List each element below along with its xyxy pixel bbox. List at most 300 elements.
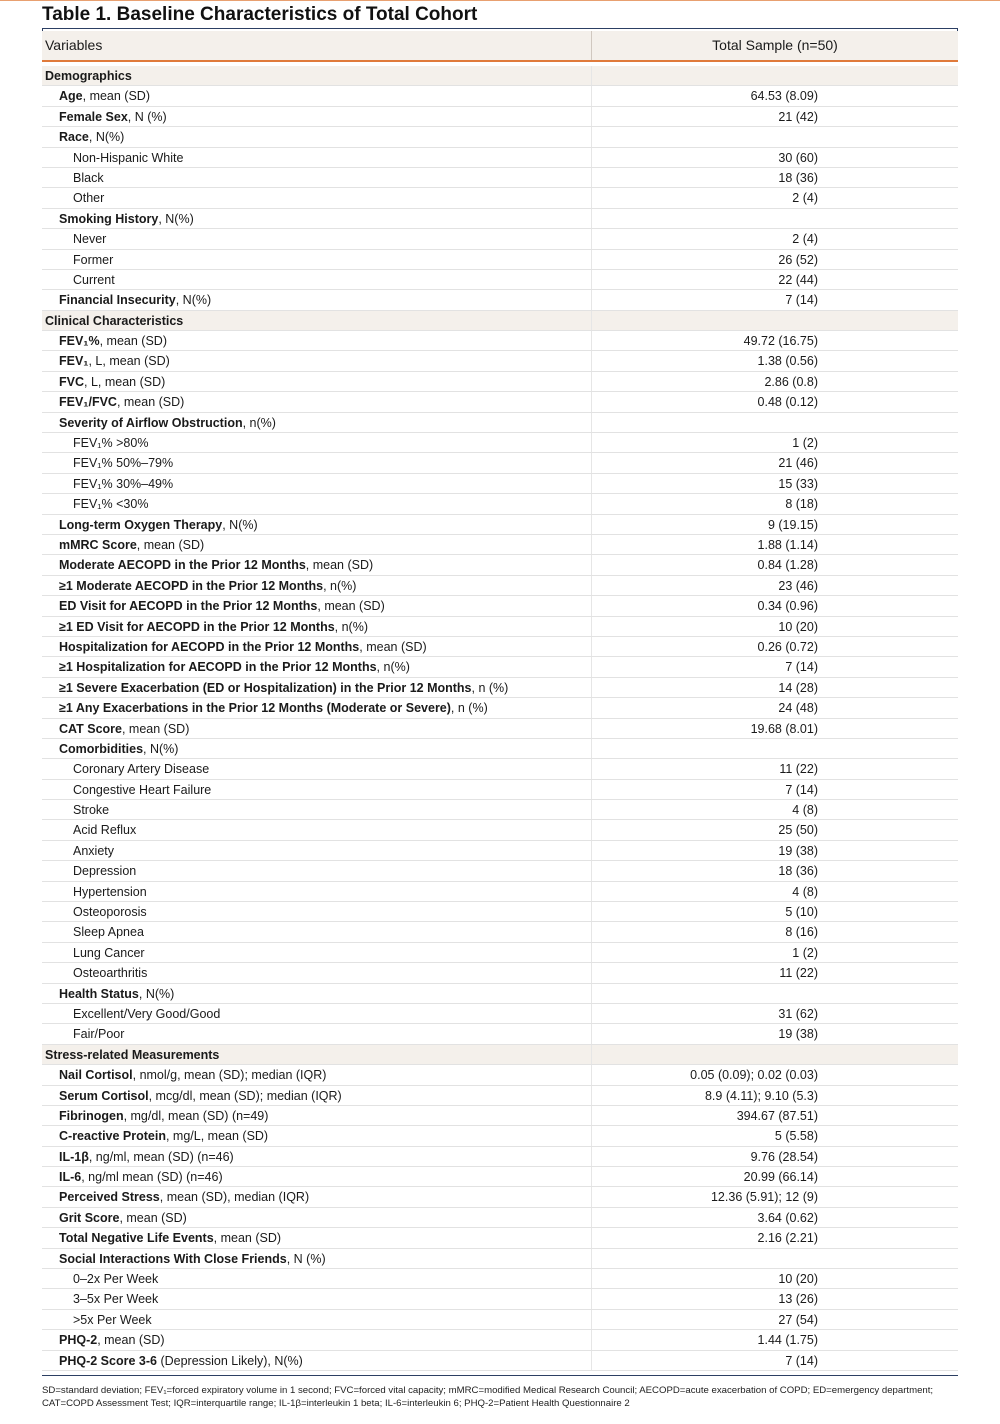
- table-row: [42, 657, 958, 677]
- row-value: 18 (36): [778, 864, 818, 879]
- row-value: 15 (33): [778, 476, 818, 491]
- row-label-bold: ≥1 Hospitalization for AECOPD in the Prior 12 Months: [59, 660, 377, 675]
- table-row: [42, 1004, 958, 1024]
- row-label: [73, 946, 145, 960]
- row-value: 24 (48): [778, 701, 818, 716]
- column-divider: [591, 209, 592, 228]
- table-row: [42, 759, 958, 779]
- row-value: 5 (10): [785, 905, 818, 920]
- row-label: [73, 273, 115, 287]
- column-divider: [591, 1228, 592, 1247]
- row-value: 394.67 (87.51): [736, 1108, 818, 1123]
- row-label-unit: , N(%): [222, 517, 258, 532]
- row-label: [59, 1354, 303, 1368]
- row-label: [59, 579, 356, 593]
- bottom-rule: [42, 1375, 958, 1376]
- row-value: 2 (4): [792, 232, 818, 247]
- row-label-unit: , ng/ml mean (SD) (n=46): [81, 1170, 223, 1185]
- table-row: [42, 576, 958, 596]
- row-value: 22 (44): [778, 272, 818, 287]
- table-row: [42, 861, 958, 881]
- row-label-unit: Hypertension: [73, 884, 147, 899]
- column-divider: [591, 311, 592, 330]
- row-label-unit: , mean (SD): [97, 1333, 165, 1348]
- row-value: 2.86 (0.8): [764, 374, 818, 389]
- row-label-unit: , L, mean (SD): [88, 354, 170, 369]
- column-divider: [591, 902, 592, 921]
- row-value: 7 (14): [785, 782, 818, 797]
- column-divider: [591, 984, 592, 1003]
- row-value: 4 (8): [792, 884, 818, 899]
- row-value: 64.53 (8.09): [750, 89, 818, 104]
- row-value: 8 (18): [785, 497, 818, 512]
- table-row: [42, 1126, 958, 1146]
- row-label-bold: Hospitalization for AECOPD in the Prior 12 Months: [59, 639, 360, 654]
- row-value: 9 (19.15): [767, 517, 818, 532]
- row-label-unit: Former: [73, 252, 114, 267]
- row-label: [59, 538, 204, 552]
- row-label-unit: , N(%): [158, 211, 194, 226]
- column-divider: [591, 1126, 592, 1145]
- row-label-unit: Sleep Apnea: [73, 925, 144, 940]
- column-divider: [591, 1147, 592, 1166]
- column-divider: [591, 168, 592, 187]
- table-row: [42, 86, 958, 106]
- row-label: [73, 844, 114, 858]
- row-label: [73, 823, 136, 837]
- row-label-bold: Smoking History: [59, 211, 159, 226]
- table-row: [42, 1106, 958, 1126]
- row-value: 21 (46): [778, 456, 818, 471]
- row-value: 0.26 (0.72): [757, 639, 818, 654]
- row-value: 4 (8): [792, 803, 818, 818]
- column-divider: [591, 1310, 592, 1329]
- row-value: 11 (22): [779, 762, 818, 777]
- row-label-bold: CAT Score: [59, 721, 122, 736]
- table-row: [42, 1310, 958, 1330]
- section-row: [42, 1045, 958, 1065]
- row-label-unit: Osteoarthritis: [73, 966, 148, 981]
- row-label: [73, 864, 136, 878]
- row-label: [59, 558, 373, 572]
- table-row: [42, 535, 958, 555]
- table-row: [42, 780, 958, 800]
- row-label: [59, 1068, 326, 1082]
- row-label: [59, 1252, 326, 1266]
- row-value: 9.76 (28.54): [750, 1149, 818, 1164]
- row-label-unit: >5x Per Week: [73, 1312, 152, 1327]
- row-label-bold: PHQ-2: [59, 1333, 98, 1348]
- row-label-bold: Age: [59, 89, 83, 104]
- column-divider: [591, 392, 592, 411]
- row-label-unit: FEV₁% 30%–49%: [73, 476, 174, 491]
- column-divider: [591, 1167, 592, 1186]
- row-label-bold: mMRC Score: [59, 537, 137, 552]
- row-label: [73, 966, 147, 980]
- row-label-bold: Health Status: [59, 986, 139, 1001]
- column-divider: [591, 1187, 592, 1206]
- row-label-bold: Moderate AECOPD in the Prior 12 Months: [59, 558, 306, 573]
- row-label-bold: Clinical Characteristics: [45, 313, 184, 328]
- column-divider: [591, 229, 592, 248]
- row-label-bold: Social Interactions With Close Friends: [59, 1251, 287, 1266]
- row-label-bold: Race: [59, 130, 89, 145]
- table-row: [42, 494, 958, 514]
- row-label: [45, 314, 183, 328]
- row-label: [59, 130, 124, 144]
- row-label-bold: Demographics: [45, 69, 132, 83]
- column-divider: [591, 1289, 592, 1308]
- table-row: [42, 698, 958, 718]
- table-row: [42, 841, 958, 861]
- row-label-unit: , mean (SD): [121, 721, 190, 736]
- column-divider: [591, 535, 592, 554]
- table-row: [42, 515, 958, 535]
- row-label-unit: , mean (SD), median (IQR): [159, 1190, 310, 1205]
- column-divider: [591, 1004, 592, 1023]
- table-row: [42, 229, 958, 249]
- row-label-bold: Perceived Stress: [59, 1190, 160, 1205]
- column-divider: [591, 861, 592, 880]
- table-row: [42, 351, 958, 371]
- column-divider: [591, 759, 592, 778]
- table-row: [42, 1167, 958, 1187]
- row-value: 0.84 (1.28): [757, 558, 818, 573]
- row-label: [59, 987, 174, 1001]
- row-label: [59, 681, 508, 695]
- row-label: [59, 293, 211, 307]
- row-label: [73, 803, 109, 817]
- row-value: 19 (38): [778, 1027, 818, 1042]
- column-divider: [591, 820, 592, 839]
- table-row: [42, 270, 958, 290]
- table-row: [42, 637, 958, 657]
- row-label-bold: IL-1β: [59, 1149, 89, 1164]
- row-label-unit: , mean (SD): [359, 639, 427, 654]
- table-row: [42, 148, 958, 168]
- row-label-bold: Stress-related Measurements: [45, 1047, 220, 1062]
- row-value: 18 (36): [778, 170, 818, 185]
- column-divider: [591, 698, 592, 717]
- row-label-bold: Nail Cortisol: [59, 1068, 133, 1083]
- table-row: [42, 739, 958, 759]
- row-label-unit: , mean (SD): [116, 395, 185, 410]
- row-label: [59, 354, 170, 368]
- row-label-bold: C-reactive Protein: [59, 1129, 166, 1144]
- row-value: 5 (5.58): [774, 1129, 818, 1144]
- row-label-unit: Non-Hispanic White: [73, 150, 184, 165]
- row-label-unit: Black: [73, 170, 104, 185]
- table-row: [42, 1289, 958, 1309]
- table-row: [42, 1351, 958, 1371]
- row-value: 3.64 (0.62): [757, 1210, 818, 1225]
- column-divider: [591, 86, 592, 105]
- column-divider: [591, 882, 592, 901]
- row-value: 8.9 (4.11); 9.10 (5.3): [704, 1088, 818, 1103]
- row-label-unit: Lung Cancer: [73, 945, 145, 960]
- row-label-unit: , mean (SD): [305, 558, 374, 573]
- table-row: [42, 1249, 958, 1269]
- row-label: [73, 762, 209, 776]
- row-label-bold: ≥1 Moderate AECOPD in the Prior 12 Months: [59, 578, 324, 593]
- table-row: [42, 1269, 958, 1289]
- row-label: [59, 1170, 223, 1184]
- row-label-unit: , n(%): [323, 578, 357, 593]
- row-label: [59, 640, 427, 654]
- row-value: 7 (14): [785, 660, 818, 675]
- column-divider: [591, 1330, 592, 1349]
- row-value: 14 (28): [778, 680, 818, 695]
- row-value: 11 (22): [779, 966, 818, 981]
- table-row: [42, 1330, 958, 1350]
- column-divider: [591, 576, 592, 595]
- row-label-bold: Grit Score: [59, 1210, 120, 1225]
- row-label-unit: , N(%): [88, 130, 125, 145]
- table-row: [42, 596, 958, 616]
- row-label-unit: Current: [73, 272, 115, 287]
- row-value: 2 (4): [792, 191, 818, 206]
- column-divider: [591, 250, 592, 269]
- header-total-sample: Total Sample (n=50): [712, 37, 838, 53]
- row-label: [59, 599, 385, 613]
- row-value: 7 (14): [785, 1353, 818, 1368]
- table-row: [42, 963, 958, 983]
- row-label: [59, 375, 165, 389]
- row-label: [73, 905, 147, 919]
- row-label-unit: , mean (SD): [119, 1210, 187, 1225]
- table-title: Table 1. Baseline Characteristics of Total Cohort: [42, 4, 478, 25]
- table-row: [42, 107, 958, 127]
- row-label: [59, 1089, 342, 1103]
- table-row: [42, 902, 958, 922]
- row-label-unit: , mcg/dl, mean (SD); median (IQR): [148, 1088, 342, 1103]
- row-value: 49.72 (16.75): [743, 334, 818, 349]
- column-divider: [591, 494, 592, 513]
- column-divider: [591, 1045, 592, 1064]
- row-label-unit: Congestive Heart Failure: [73, 782, 212, 797]
- row-label: [59, 110, 167, 124]
- row-value: 2.16 (2.21): [757, 1231, 818, 1246]
- column-divider: [591, 1269, 592, 1288]
- row-label: [59, 660, 410, 674]
- row-label-unit: , mg/dl, mean (SD) (n=49): [123, 1108, 269, 1123]
- table-row: [42, 1228, 958, 1248]
- row-value: 31 (62): [778, 1006, 818, 1021]
- table-row: [42, 922, 958, 942]
- column-divider: [591, 290, 592, 309]
- column-divider: [591, 963, 592, 982]
- table-row: [42, 413, 958, 433]
- row-label-unit: Depression: [73, 864, 137, 879]
- column-divider: [591, 188, 592, 207]
- table-row: [42, 1187, 958, 1207]
- row-value: 10 (20): [778, 619, 818, 634]
- table-row: [42, 372, 958, 392]
- row-label-bold: ED Visit for AECOPD in the Prior 12 Months: [59, 599, 318, 614]
- row-value: 19.68 (8.01): [750, 721, 818, 736]
- table-row: [42, 617, 958, 637]
- table-row: [42, 209, 958, 229]
- row-label-unit: , N(%): [175, 293, 212, 308]
- column-divider: [591, 1086, 592, 1105]
- row-value: 0.05 (0.09); 0.02 (0.03): [690, 1068, 818, 1083]
- table-row: [42, 127, 958, 147]
- row-value: 30 (60): [778, 150, 818, 165]
- table-row: [42, 555, 958, 575]
- table-body: [42, 66, 958, 1371]
- row-label-unit: Excellent/Very Good/Good: [73, 1006, 221, 1021]
- row-label-unit: , n (%): [471, 680, 509, 695]
- column-divider: [591, 474, 592, 493]
- row-label: [73, 171, 104, 185]
- row-label: [59, 1333, 165, 1347]
- table-row: [42, 882, 958, 902]
- table-row: [42, 800, 958, 820]
- row-value: 1.88 (1.14): [757, 537, 818, 552]
- column-divider: [591, 148, 592, 167]
- row-label-bold: Severity of Airflow Obstruction: [59, 415, 243, 430]
- table-row: [42, 331, 958, 351]
- column-divider: [591, 922, 592, 941]
- row-label: [59, 722, 189, 736]
- column-divider: [591, 780, 592, 799]
- row-label-bold: FEV₁%: [59, 334, 100, 349]
- row-value: 0.34 (0.96): [757, 599, 818, 614]
- row-value: 19 (38): [778, 843, 818, 858]
- row-label-bold: Long-term Oxygen Therapy: [59, 517, 223, 532]
- row-label: [73, 1313, 152, 1327]
- table-row: [42, 943, 958, 963]
- row-label-bold: Total Negative Life Events: [59, 1231, 214, 1246]
- row-label: [59, 1190, 309, 1204]
- column-divider: [591, 270, 592, 289]
- row-value: 1 (2): [792, 945, 818, 960]
- row-value: 26 (52): [778, 252, 818, 267]
- row-label-bold: FEV₁: [59, 354, 89, 369]
- column-divider: [591, 515, 592, 534]
- column-divider: [591, 657, 592, 676]
- row-label-bold: ≥1 Any Exacerbations in the Prior 12 Months (Moderate or Severe): [59, 701, 451, 716]
- row-value: 8 (16): [785, 925, 818, 940]
- table-row: [42, 433, 958, 453]
- row-value: 1.38 (0.56): [757, 354, 818, 369]
- row-label-unit: FEV₁% <30%: [73, 497, 149, 512]
- row-label: [73, 1292, 158, 1306]
- row-label-unit: , ng/ml, mean (SD) (n=46): [88, 1149, 234, 1164]
- top-rule: [0, 0, 1000, 1]
- row-label-unit: Never: [73, 232, 107, 247]
- row-label-unit: , mean (SD): [317, 599, 385, 614]
- row-label-unit: Acid Reflux: [73, 823, 137, 838]
- row-label-unit: 0–2x Per Week: [73, 1272, 159, 1287]
- column-divider: [591, 453, 592, 472]
- column-divider: [591, 127, 592, 146]
- row-label: [73, 1027, 124, 1041]
- column-divider: [591, 739, 592, 758]
- row-label-bold: ≥1 ED Visit for AECOPD in the Prior 12 Months: [59, 619, 335, 634]
- column-divider: [591, 719, 592, 738]
- row-label-bold: PHQ-2 Score 3-6: [59, 1353, 157, 1368]
- column-divider: [591, 1106, 592, 1125]
- row-label: [59, 395, 184, 409]
- row-label-unit: , nmol/g, mean (SD); median (IQR): [132, 1068, 327, 1083]
- row-label: [73, 1272, 158, 1286]
- table-row: [42, 1065, 958, 1085]
- table-row: [42, 1024, 958, 1044]
- row-label: [73, 253, 113, 267]
- table-row: [42, 719, 958, 739]
- column-divider: [591, 637, 592, 656]
- table-row: [42, 392, 958, 412]
- row-label: [59, 1211, 187, 1225]
- row-value: 1.44 (1.75): [757, 1333, 818, 1348]
- row-value: 21 (42): [778, 109, 818, 124]
- row-value: 13 (26): [778, 1292, 818, 1307]
- row-value: 27 (54): [778, 1312, 818, 1327]
- table-row: [42, 290, 958, 310]
- row-label-unit: , mean (SD): [213, 1231, 282, 1246]
- column-divider: [591, 351, 592, 370]
- row-label-bold: IL-6: [59, 1170, 82, 1185]
- row-label: [59, 518, 258, 532]
- row-label-unit: , mean (SD): [99, 334, 167, 349]
- row-label-unit: , N(%): [138, 986, 175, 1001]
- table-header: [42, 31, 958, 62]
- column-divider: [591, 1024, 592, 1043]
- row-label-unit: FEV₁% 50%–79%: [73, 456, 174, 471]
- row-label-unit: , N(%): [143, 741, 179, 756]
- table-row: [42, 678, 958, 698]
- table-row: [42, 820, 958, 840]
- row-label: [73, 436, 148, 450]
- row-value: 0.48 (0.12): [757, 395, 818, 410]
- row-label: [73, 1007, 220, 1021]
- row-label: [59, 1150, 234, 1164]
- row-label-unit: Osteoporosis: [73, 905, 147, 920]
- column-divider: [591, 331, 592, 350]
- row-label-unit: , mean (SD): [136, 537, 205, 552]
- column-divider: [591, 800, 592, 819]
- row-label-bold: Fibrinogen: [59, 1108, 124, 1123]
- column-divider: [591, 433, 592, 452]
- column-divider: [591, 943, 592, 962]
- column-divider: [591, 107, 592, 126]
- row-label-unit: Coronary Artery Disease: [73, 762, 210, 777]
- row-value: 20.99 (66.14): [743, 1170, 818, 1185]
- table-row: [42, 453, 958, 473]
- row-label-unit: Other: [73, 191, 105, 206]
- row-label: [59, 416, 276, 430]
- row-label-unit: (Depression Likely), N(%): [156, 1353, 303, 1368]
- column-divider: [591, 1249, 592, 1268]
- column-divider: [591, 1351, 592, 1370]
- row-label: [73, 783, 211, 797]
- row-label-unit: FEV₁% >80%: [73, 436, 149, 451]
- row-label-unit: , L, mean (SD): [84, 374, 166, 389]
- column-divider: [591, 372, 592, 391]
- row-label-bold: Comorbidities: [59, 741, 144, 756]
- row-label-unit: Fair/Poor: [73, 1027, 125, 1042]
- table-row: [42, 984, 958, 1004]
- table-row: [42, 1208, 958, 1228]
- table-footnote: SD=standard deviation; FEV₁=forced expiratory volume in 1 second; FVC=forced vital capacity; mMRC=modified Medical Research Council; AECOPD=acute exacerbation of COPD; ED=emergency department; CAT=COPD Assessment Test; IQR=interquartile range; IL-1β=interleukin 1 beta; IL-6=interleukin 6; PHQ-2=Patient Health Questionnaire 2: [42, 1385, 934, 1409]
- column-divider: [591, 1065, 592, 1084]
- row-label: [73, 497, 148, 511]
- row-label: [59, 742, 178, 756]
- row-label: [59, 1129, 268, 1143]
- table-row: [42, 1086, 958, 1106]
- row-value: 7 (14): [785, 293, 818, 308]
